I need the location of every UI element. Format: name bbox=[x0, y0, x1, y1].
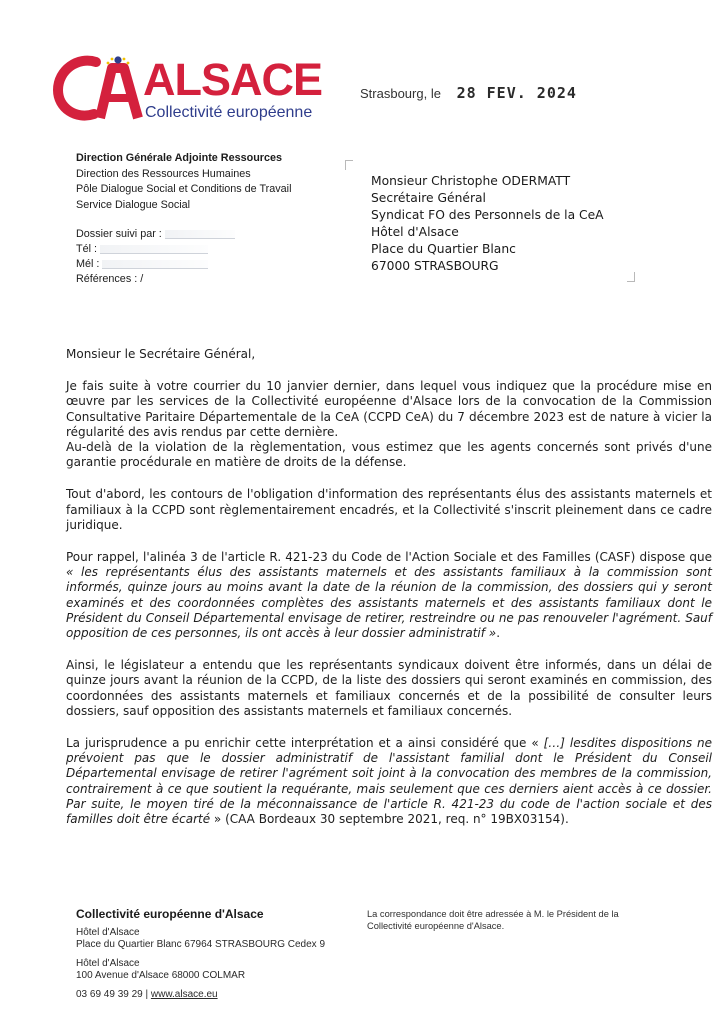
recipient-line: Monsieur Christophe ODERMATT bbox=[371, 174, 571, 188]
paragraph-2: Tout d'abord, les contours de l'obligation d'information des représentants élus des assistants maternels et familiaux à la CCPD sont règlementairement encadrés, et la Collectivité s'inscrit pleinement dans ce cadre juridique. bbox=[66, 487, 712, 532]
redacted-field bbox=[165, 230, 235, 239]
mel-row bbox=[76, 257, 235, 272]
sender-direction: Direction Générale Adjointe Ressources bbox=[76, 152, 283, 164]
sender-line: Pôle Dialogue Social et Conditions de Travail bbox=[76, 183, 292, 195]
paragraph-1-text: Je fais suite à votre courrier du 10 janvier dernier, dans lequel vous indiquez que la procédure mise en œuvre par les services de la Collectivité européenne d'Alsace lors de la convocation de la Commission Consultative Paritaire Départementale de la CeA (CCPD CeA) du 7 décembre 2023 est de nature à vicier la régularité des avis rendus par cette dernière. bbox=[66, 379, 712, 439]
paragraph-5-intro: La jurisprudence a pu enrichir cette interprétation et a ainsi considéré que « bbox=[66, 736, 544, 751]
paragraph-3 bbox=[66, 550, 712, 641]
paragraph-1-continuation: Au-delà de la violation de la règlementation, vous estimez que les agents concernés sont privés d'une garantie procédurale en matière de droits de la défense. bbox=[66, 440, 712, 470]
address-window-mark bbox=[345, 160, 353, 170]
dossier-label: Dossier suivi par : bbox=[76, 228, 162, 240]
recipient-line: Place du Quartier Blanc bbox=[371, 242, 516, 256]
footer-org-name: Collectivité européenne d'Alsace bbox=[76, 907, 264, 921]
date-stamp: 28 FEV. 2024 bbox=[456, 84, 577, 102]
sender-line: Service Dialogue Social bbox=[76, 198, 191, 211]
legal-quote: « les représentants élus des assistants maternels et des assistants familiaux à la commission sont informés, quinze jours au moins avant la date de la réunion de la commission, des dossiers qui y seront examinés et des coordonnées complètes des assistants maternels et des assistants familiaux dont le Président du Conseil Départemental envisage de retirer, restreindre ou ne pas renouveler l'agrément. Sauf opposition de ces personnes, ils ont accès à leur dossier administratif » bbox=[66, 565, 712, 641]
mel-label: Mél : bbox=[76, 258, 100, 270]
sender-meta bbox=[76, 227, 235, 287]
footer-correspondence-note: La correspondance doit être adressée à M. le Président de la Collectivité européenne d'Alsace. bbox=[367, 909, 619, 931]
paragraph-4: Ainsi, le législateur a entendu que les représentants syndicaux doivent être informés, dans un délai de quinze jours avant la réunion de la CCPD, de la liste des dossiers qui seront examinés en commission, des coordonnées des assistants maternels et familiaux concernés et de la possibilité de consulter leurs dossiers, sauf opposition des assistants maternels et familiaux concernés. bbox=[66, 658, 712, 718]
logo-subtitle: Collectivité européenne bbox=[145, 104, 313, 121]
paragraph-3-end: . bbox=[496, 626, 501, 641]
alsace-logo bbox=[52, 54, 322, 126]
jurisprudence-quote: […] lesdites dispositions ne prévoient pas que le dossier administratif de l'assistant familial dont le Président du Conseil Départemental envisage de retirer l'agrément soit joint à la convocation des membres de la commission, contrairement à ce que soutient la requérante, mais seulement que ces derniers aient accès à ce dossier. Par suite, le moyen tiré de la méconnaissance de l'article R. 421-23 du code de l'action sociale et des familles doit être écarté bbox=[66, 736, 712, 827]
paragraph-3-intro: Pour rappel, l'alinéa 3 de l'article R. 421-23 du Code de l'Action Sociale et des Familles (CASF) dispose que bbox=[66, 550, 712, 565]
sender-block bbox=[76, 151, 291, 213]
recipient-line: Hôtel d'Alsace bbox=[371, 225, 459, 239]
tel-label: Tél : bbox=[76, 243, 97, 255]
footer-address-line: Hôtel d'Alsace bbox=[76, 926, 140, 938]
recipient-line: Syndicat FO des Personnels de la CeA bbox=[371, 208, 604, 222]
logo-wordmark: ALSACE bbox=[143, 54, 323, 105]
paragraph-5-end: » (CAA Bordeaux 30 septembre 2021, req. n° 19BX03154). bbox=[210, 812, 569, 827]
city-label: Strasbourg, le bbox=[360, 86, 441, 101]
recipient-block bbox=[371, 173, 604, 275]
website-link[interactable]: www.alsace.eu bbox=[150, 988, 218, 1000]
references-row bbox=[76, 272, 235, 287]
recipient-line: 67000 STRASBOURG bbox=[371, 259, 499, 273]
salutation: Monsieur le Secrétaire Général, bbox=[66, 347, 256, 361]
footer-address bbox=[76, 908, 325, 1001]
footer-address-line: Place du Quartier Blanc 67964 STRASBOURG Cedex 9 bbox=[76, 939, 326, 950]
footer-separator: | bbox=[142, 988, 151, 1000]
dossier-row bbox=[76, 227, 235, 242]
redacted-field bbox=[100, 245, 208, 254]
letter-date bbox=[360, 84, 577, 102]
footer-contact bbox=[76, 989, 325, 1002]
footer-phone: 03 69 49 39 29 bbox=[76, 988, 143, 1000]
address-window-mark bbox=[627, 272, 635, 282]
references-label: Références : / bbox=[76, 273, 144, 285]
alsace-emblem-icon bbox=[52, 54, 144, 124]
paragraph-1 bbox=[66, 379, 712, 470]
footer-address-line: 100 Avenue d'Alsace 68000 COLMAR bbox=[76, 970, 246, 981]
sender-line: Direction des Ressources Humaines bbox=[76, 167, 251, 180]
recipient-line: Secrétaire Général bbox=[371, 191, 486, 205]
paragraph-5 bbox=[66, 736, 712, 827]
letter-body bbox=[66, 347, 712, 827]
footer-address-line: Hôtel d'Alsace bbox=[76, 957, 140, 969]
redacted-field bbox=[102, 260, 208, 269]
tel-row bbox=[76, 242, 235, 257]
